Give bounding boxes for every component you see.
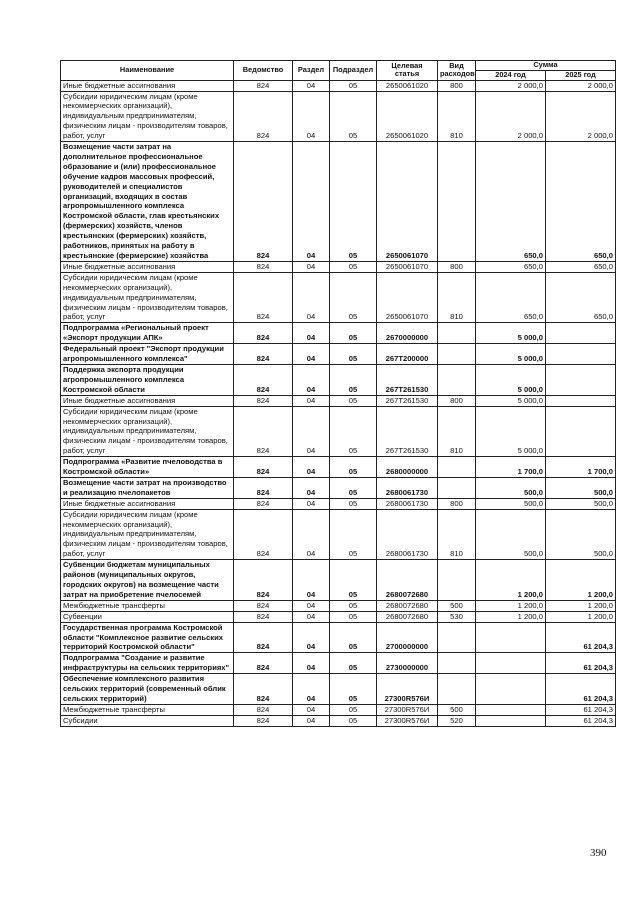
cell-exp-type <box>438 344 476 365</box>
cell-section: 04 <box>293 261 330 272</box>
cell-sum-2024: 5 000,0 <box>476 344 546 365</box>
cell-sum-2025 <box>546 406 616 457</box>
cell-exp-type: 810 <box>438 272 476 323</box>
cell-subsection: 05 <box>330 272 377 323</box>
cell-name: Возмещение части затрат на производство и реализацию пчелопакетов <box>61 477 234 498</box>
cell-dept: 824 <box>234 406 293 457</box>
table-row <box>61 477 616 498</box>
cell-exp-type <box>438 653 476 674</box>
cell-name: Возмещение части затрат на дополнительное профессиональное образование и (или) профессиональное обучение кадров массовых профессий, руководителей и специалистов организаций, входящих в состав агропромышленного комплекса Костромской области, глав крестьянских (фермерских) хозяйств, членов крестьянских (фермерских) хозяйств, работников, принятых на работу в крестьянские (фермерские) хозяйства <box>61 142 234 262</box>
cell-sum-2024 <box>476 622 546 653</box>
cell-sum-2025: 61 204,3 <box>546 674 616 705</box>
cell-name: Субсидии <box>61 715 234 726</box>
cell-exp-type: 810 <box>438 509 476 560</box>
cell-sum-2025 <box>546 395 616 406</box>
cell-name: Субсидии юридическим лицам (кроме некоммерческих организаций), индивидуальным предпринимателям, физическим лицам - производителям товаров, работ, услуг <box>61 272 234 323</box>
cell-exp-type: 810 <box>438 406 476 457</box>
cell-sum-2024: 5 000,0 <box>476 323 546 344</box>
cell-target: 2650061020 <box>377 80 438 91</box>
header-subsection: Подраздел <box>330 61 377 81</box>
table-row <box>61 560 616 601</box>
cell-sum-2025: 650,0 <box>546 272 616 323</box>
cell-exp-type <box>438 323 476 344</box>
cell-sum-2025: 1 200,0 <box>546 611 616 622</box>
cell-sum-2025: 2 000,0 <box>546 80 616 91</box>
cell-dept: 824 <box>234 674 293 705</box>
cell-sum-2025: 2 000,0 <box>546 91 616 142</box>
cell-subsection: 05 <box>330 406 377 457</box>
cell-sum-2025: 500,0 <box>546 509 616 560</box>
cell-sum-2024: 650,0 <box>476 261 546 272</box>
cell-exp-type: 810 <box>438 91 476 142</box>
table-row <box>61 80 616 91</box>
cell-target: 2670000000 <box>377 323 438 344</box>
budget-table <box>60 60 616 727</box>
cell-subsection: 05 <box>330 611 377 622</box>
cell-section: 04 <box>293 560 330 601</box>
cell-name: Обеспечение комплексного развития сельских территорий (современный облик сельских территорий) <box>61 674 234 705</box>
cell-dept: 824 <box>234 395 293 406</box>
cell-dept: 824 <box>234 477 293 498</box>
cell-sum-2025: 61 204,3 <box>546 622 616 653</box>
cell-target: 267T261530 <box>377 406 438 457</box>
cell-sum-2024: 2 000,0 <box>476 91 546 142</box>
cell-exp-type: 500 <box>438 704 476 715</box>
page-number: 390 <box>590 847 607 859</box>
cell-dept: 824 <box>234 611 293 622</box>
cell-subsection: 05 <box>330 142 377 262</box>
cell-name: Федеральный проект "Экспорт продукции агропромышленного комплекса" <box>61 344 234 365</box>
table-row <box>61 395 616 406</box>
cell-subsection: 05 <box>330 395 377 406</box>
cell-dept: 824 <box>234 622 293 653</box>
cell-exp-type <box>438 142 476 262</box>
cell-sum-2024: 500,0 <box>476 477 546 498</box>
cell-sum-2024: 650,0 <box>476 272 546 323</box>
cell-target: 267T261530 <box>377 395 438 406</box>
table-row <box>61 457 616 478</box>
cell-section: 04 <box>293 622 330 653</box>
header-dept: Ведомство <box>234 61 293 81</box>
cell-subsection: 05 <box>330 560 377 601</box>
cell-sum-2024 <box>476 653 546 674</box>
cell-section: 04 <box>293 80 330 91</box>
header-exp-type: Вид расходов <box>438 61 476 81</box>
header-target: Целевая статья <box>377 61 438 81</box>
cell-sum-2024: 1 200,0 <box>476 611 546 622</box>
cell-dept: 824 <box>234 715 293 726</box>
table-row <box>61 323 616 344</box>
cell-dept: 824 <box>234 560 293 601</box>
cell-dept: 824 <box>234 142 293 262</box>
cell-dept: 824 <box>234 653 293 674</box>
cell-name: Иные бюджетные ассигнования <box>61 395 234 406</box>
cell-target: 2680061730 <box>377 477 438 498</box>
cell-dept: 824 <box>234 80 293 91</box>
cell-target: 2680000000 <box>377 457 438 478</box>
cell-exp-type: 800 <box>438 498 476 509</box>
table-row <box>61 91 616 142</box>
cell-sum-2025: 61 204,3 <box>546 704 616 715</box>
cell-exp-type <box>438 457 476 478</box>
cell-dept: 824 <box>234 272 293 323</box>
cell-section: 04 <box>293 477 330 498</box>
cell-section: 04 <box>293 344 330 365</box>
table-row <box>61 611 616 622</box>
cell-subsection: 05 <box>330 653 377 674</box>
cell-sum-2024: 1 200,0 <box>476 560 546 601</box>
table-row <box>61 142 616 262</box>
cell-dept: 824 <box>234 323 293 344</box>
cell-subsection: 05 <box>330 323 377 344</box>
cell-section: 04 <box>293 509 330 560</box>
cell-name: Субсидии юридическим лицам (кроме некоммерческих организаций), индивидуальным предпринимателям, физическим лицам - производителям товаров, работ, услуг <box>61 509 234 560</box>
cell-sum-2025: 500,0 <box>546 498 616 509</box>
cell-target: 2680072680 <box>377 600 438 611</box>
cell-target: 2700000000 <box>377 622 438 653</box>
cell-sum-2025: 1 200,0 <box>546 560 616 601</box>
cell-name: Подпрограмма "Создание и развитие инфраструктуры на сельских территориях" <box>61 653 234 674</box>
header-year-2025: 2025 год <box>546 70 616 80</box>
table-row <box>61 653 616 674</box>
cell-dept: 824 <box>234 498 293 509</box>
table-row <box>61 704 616 715</box>
table-row <box>61 344 616 365</box>
cell-name: Поддержка экспорта продукции агропромышленного комплекса Костромской области <box>61 364 234 395</box>
cell-section: 04 <box>293 674 330 705</box>
cell-sum-2025: 61 204,3 <box>546 715 616 726</box>
cell-section: 04 <box>293 457 330 478</box>
cell-name: Государственная программа Костромской области "Комплексное развитие сельских территорий Костромской области" <box>61 622 234 653</box>
cell-target: 27300R576И <box>377 674 438 705</box>
cell-sum-2025: 61 204,3 <box>546 653 616 674</box>
cell-sum-2025 <box>546 344 616 365</box>
table-row <box>61 272 616 323</box>
cell-section: 04 <box>293 611 330 622</box>
cell-target: 2680072680 <box>377 560 438 601</box>
cell-subsection: 05 <box>330 600 377 611</box>
cell-exp-type <box>438 674 476 705</box>
cell-subsection: 05 <box>330 477 377 498</box>
table-row <box>61 674 616 705</box>
cell-name: Субсидии юридическим лицам (кроме некоммерческих организаций), индивидуальным предпринимателям, физическим лицам - производителям товаров, работ, услуг <box>61 406 234 457</box>
cell-target: 2650061070 <box>377 142 438 262</box>
cell-target: 267T261530 <box>377 364 438 395</box>
cell-exp-type: 800 <box>438 80 476 91</box>
cell-exp-type: 520 <box>438 715 476 726</box>
cell-target: 2650061070 <box>377 261 438 272</box>
cell-name: Подпрограмма «Региональный проект «Экспорт продукции АПК» <box>61 323 234 344</box>
cell-sum-2024 <box>476 715 546 726</box>
cell-subsection: 05 <box>330 91 377 142</box>
cell-name: Субвенции <box>61 611 234 622</box>
cell-subsection: 05 <box>330 80 377 91</box>
cell-dept: 824 <box>234 91 293 142</box>
cell-sum-2025: 650,0 <box>546 261 616 272</box>
cell-subsection: 05 <box>330 261 377 272</box>
cell-name: Субвенции бюджетам муниципальных районов (муниципальных округов, городских округов) на возмещение части затрат на приобретение пчелосемей <box>61 560 234 601</box>
cell-exp-type <box>438 364 476 395</box>
header-sum: Сумма <box>476 61 616 71</box>
cell-target: 2650061020 <box>377 91 438 142</box>
cell-section: 04 <box>293 600 330 611</box>
cell-exp-type: 800 <box>438 261 476 272</box>
cell-name: Иные бюджетные ассигнования <box>61 498 234 509</box>
cell-target: 2680072680 <box>377 611 438 622</box>
cell-subsection: 05 <box>330 457 377 478</box>
cell-dept: 824 <box>234 261 293 272</box>
cell-target: 267T200000 <box>377 344 438 365</box>
cell-sum-2024: 5 000,0 <box>476 406 546 457</box>
cell-dept: 824 <box>234 600 293 611</box>
cell-dept: 824 <box>234 457 293 478</box>
cell-dept: 824 <box>234 704 293 715</box>
cell-sum-2024: 5 000,0 <box>476 395 546 406</box>
cell-section: 04 <box>293 406 330 457</box>
table-row <box>61 261 616 272</box>
cell-name: Субсидии юридическим лицам (кроме некоммерческих организаций), индивидуальным предпринимателям, физическим лицам - производителям товаров, работ, услуг <box>61 91 234 142</box>
cell-section: 04 <box>293 395 330 406</box>
cell-exp-type <box>438 622 476 653</box>
cell-target: 27300R576И <box>377 704 438 715</box>
cell-target: 2650061070 <box>377 272 438 323</box>
cell-section: 04 <box>293 91 330 142</box>
cell-section: 04 <box>293 498 330 509</box>
table-row <box>61 600 616 611</box>
cell-subsection: 05 <box>330 704 377 715</box>
cell-sum-2024: 650,0 <box>476 142 546 262</box>
cell-dept: 824 <box>234 344 293 365</box>
cell-exp-type <box>438 560 476 601</box>
table-body <box>61 80 616 726</box>
cell-subsection: 05 <box>330 622 377 653</box>
cell-sum-2025: 1 700,0 <box>546 457 616 478</box>
cell-sum-2024: 5 000,0 <box>476 364 546 395</box>
cell-subsection: 05 <box>330 715 377 726</box>
cell-section: 04 <box>293 142 330 262</box>
cell-target: 2680061730 <box>377 509 438 560</box>
cell-dept: 824 <box>234 364 293 395</box>
cell-section: 04 <box>293 272 330 323</box>
cell-name: Межбюджетные трансферты <box>61 600 234 611</box>
header-name: Наименование <box>61 61 234 81</box>
cell-subsection: 05 <box>330 674 377 705</box>
cell-sum-2024: 2 000,0 <box>476 80 546 91</box>
cell-sum-2024 <box>476 674 546 705</box>
cell-target: 2680061730 <box>377 498 438 509</box>
cell-subsection: 05 <box>330 364 377 395</box>
cell-name: Иные бюджетные ассигнования <box>61 261 234 272</box>
table-row <box>61 498 616 509</box>
table-row <box>61 406 616 457</box>
cell-subsection: 05 <box>330 509 377 560</box>
cell-sum-2025 <box>546 323 616 344</box>
cell-name: Подпрограмма «Развитие пчеловодства в Костромской области» <box>61 457 234 478</box>
header-year-2024: 2024 год <box>476 70 546 80</box>
cell-section: 04 <box>293 704 330 715</box>
table-row <box>61 509 616 560</box>
cell-dept: 824 <box>234 509 293 560</box>
cell-sum-2024: 1 700,0 <box>476 457 546 478</box>
cell-target: 2730000000 <box>377 653 438 674</box>
cell-name: Межбюджетные трансферты <box>61 704 234 715</box>
cell-exp-type <box>438 477 476 498</box>
cell-exp-type: 500 <box>438 600 476 611</box>
cell-subsection: 05 <box>330 344 377 365</box>
cell-sum-2025: 650,0 <box>546 142 616 262</box>
cell-exp-type: 530 <box>438 611 476 622</box>
cell-sum-2024: 1 200,0 <box>476 600 546 611</box>
cell-section: 04 <box>293 323 330 344</box>
table-row <box>61 364 616 395</box>
cell-section: 04 <box>293 715 330 726</box>
cell-name: Иные бюджетные ассигнования <box>61 80 234 91</box>
cell-target: 27300R576И <box>377 715 438 726</box>
cell-sum-2025: 500,0 <box>546 477 616 498</box>
cell-sum-2025: 1 200,0 <box>546 600 616 611</box>
cell-sum-2025 <box>546 364 616 395</box>
budget-document <box>60 60 616 727</box>
table-row <box>61 622 616 653</box>
cell-sum-2024: 500,0 <box>476 498 546 509</box>
cell-sum-2024: 500,0 <box>476 509 546 560</box>
cell-section: 04 <box>293 364 330 395</box>
cell-subsection: 05 <box>330 498 377 509</box>
table-row <box>61 715 616 726</box>
header-section: Раздел <box>293 61 330 81</box>
cell-sum-2024 <box>476 704 546 715</box>
cell-exp-type: 800 <box>438 395 476 406</box>
cell-section: 04 <box>293 653 330 674</box>
